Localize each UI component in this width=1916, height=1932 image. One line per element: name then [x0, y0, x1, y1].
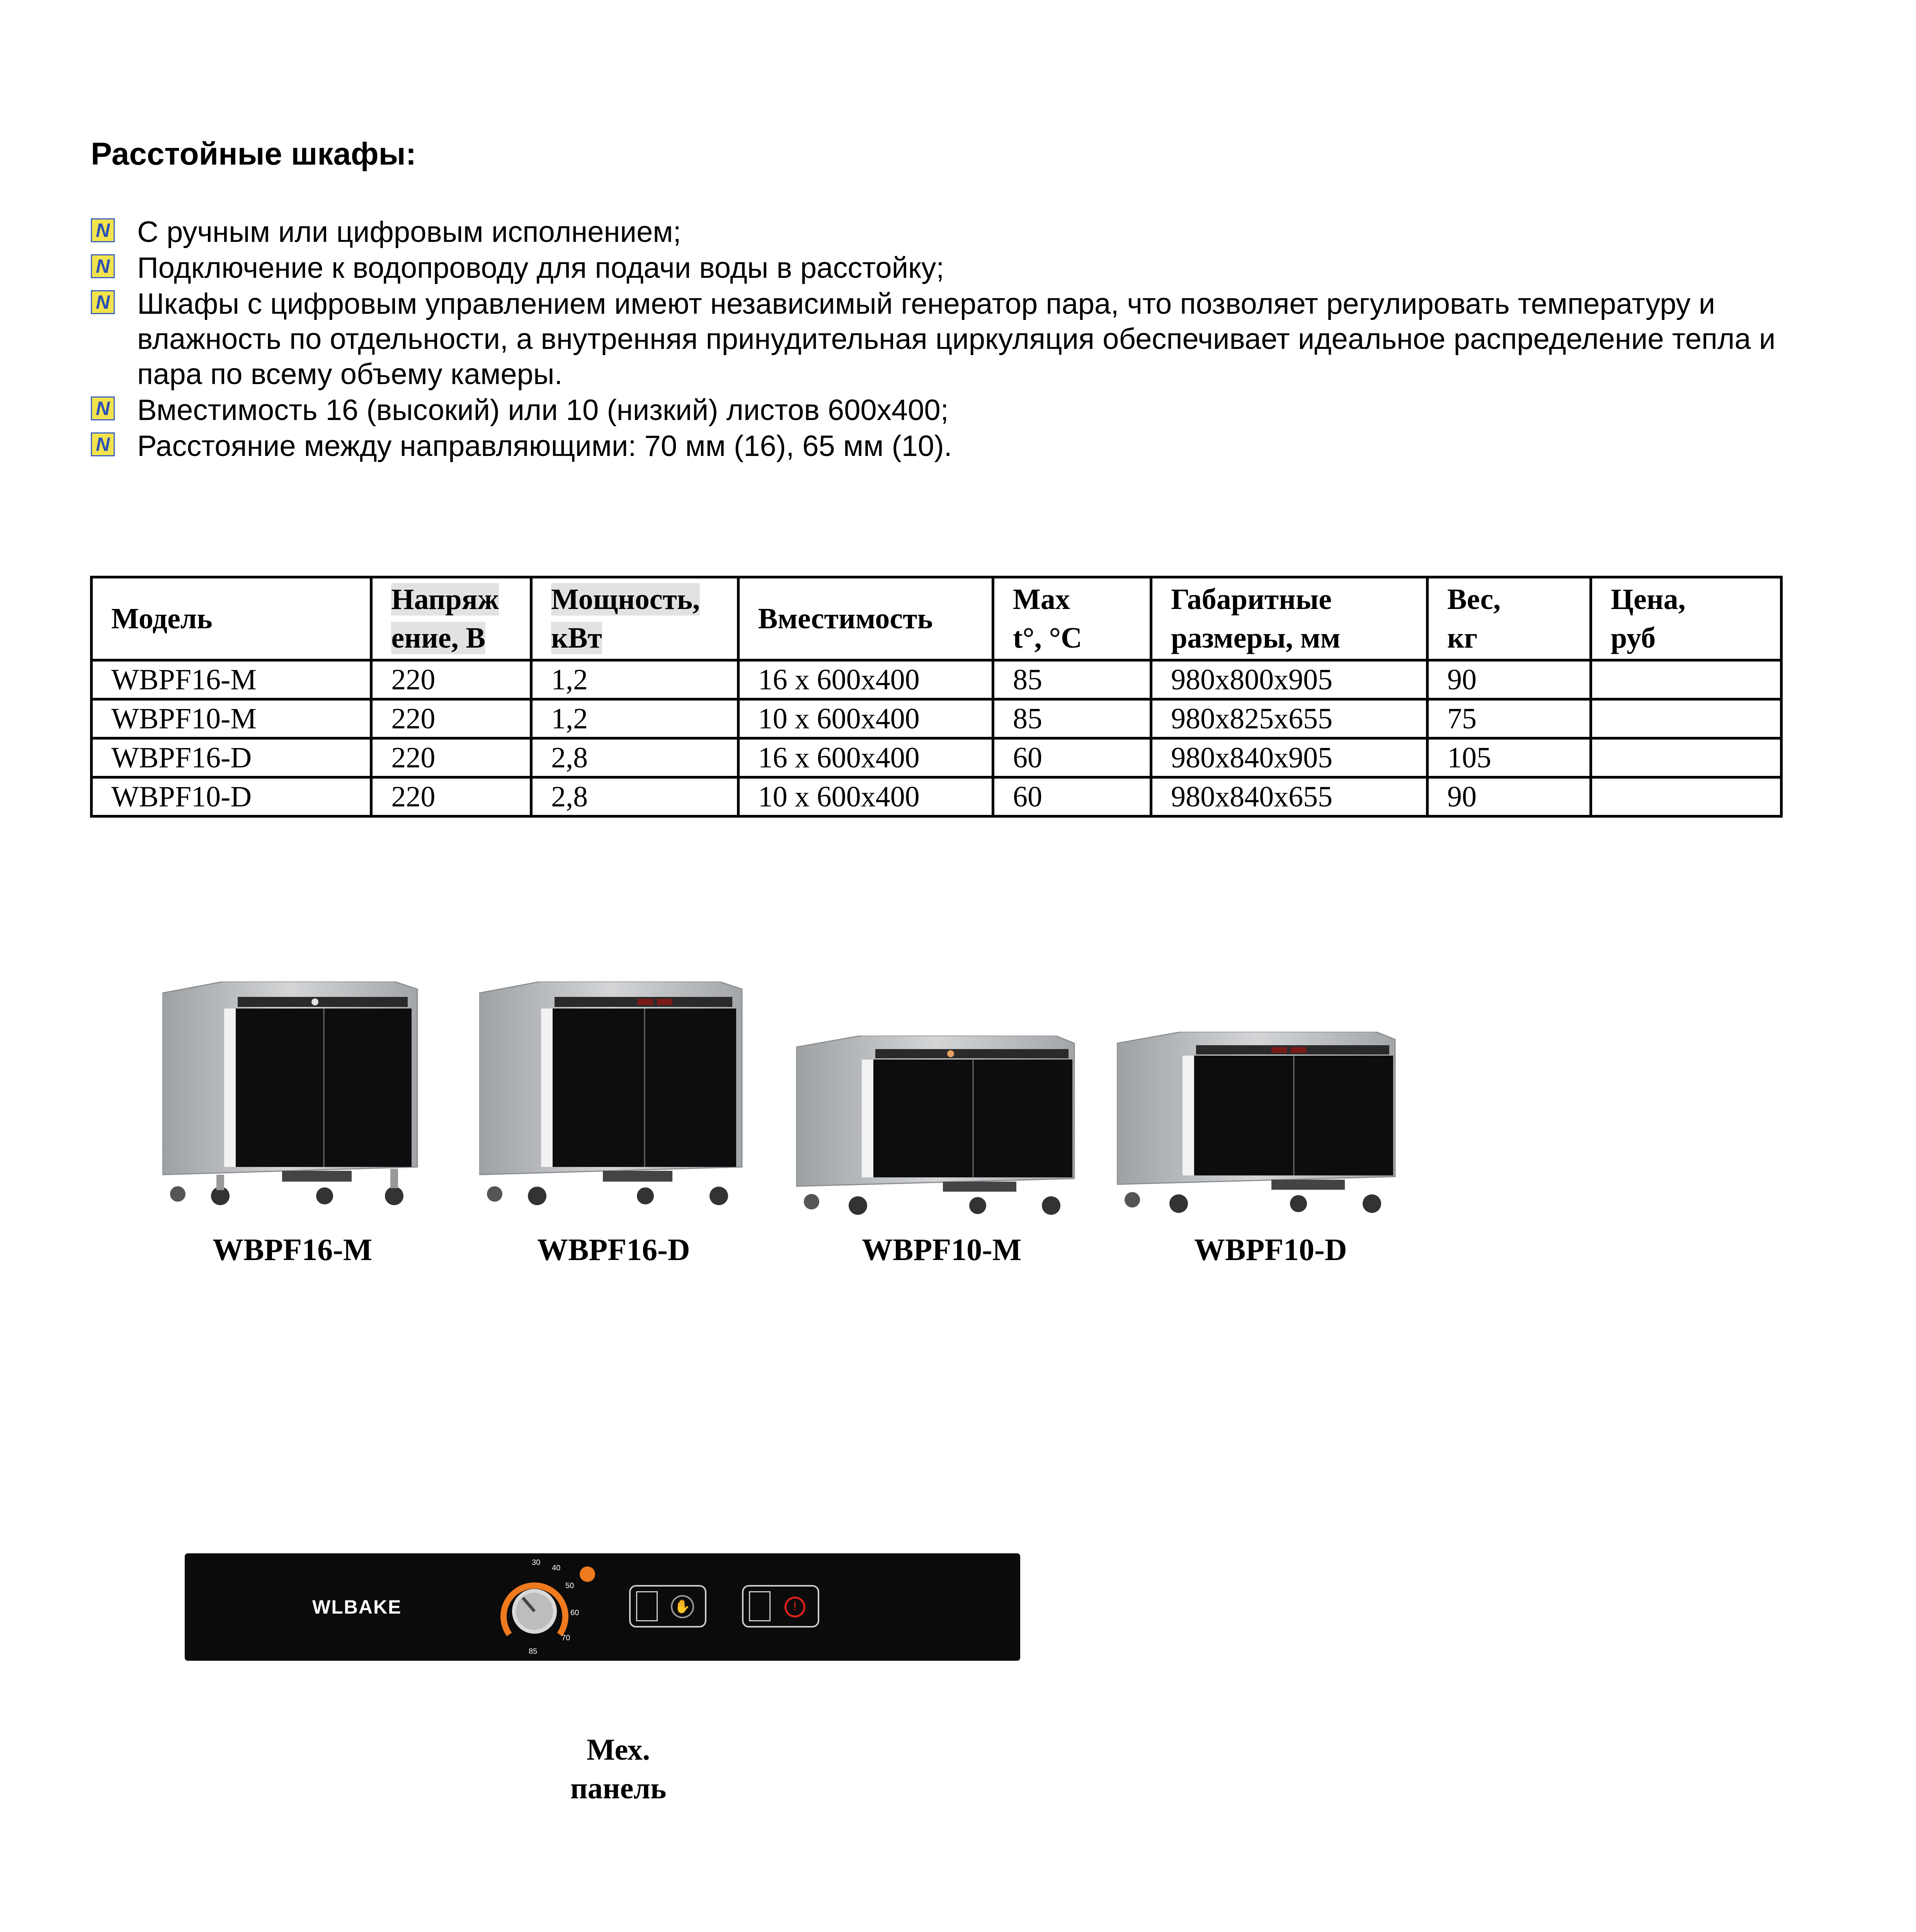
feature-item: N С ручным или цифровым исполнением;: [91, 214, 1830, 250]
table-cell: 16 х 600х400: [738, 660, 993, 699]
table-cell: WBPF10-D: [92, 777, 371, 816]
table-cell: [1591, 777, 1782, 816]
dial-tick: 85: [529, 1647, 538, 1656]
table-cell: 980х800х905: [1151, 660, 1428, 699]
page-title: Расстойные шкафы:: [91, 136, 417, 172]
mech-control-panel: [185, 1553, 1020, 1661]
dial-tick: 70: [562, 1634, 570, 1642]
n-letter-bullet-icon: N: [91, 254, 115, 278]
dial-tick: 40: [552, 1564, 561, 1572]
brand-logo: WLBAKE: [312, 1596, 402, 1618]
table-cell: 1,2: [531, 699, 738, 738]
table-cell: 980х825х655: [1151, 699, 1428, 738]
product-label: WBPF10-D: [1194, 1233, 1347, 1267]
header-capacity: Вместимость: [738, 577, 993, 660]
table-cell: 16 х 600х400: [738, 738, 993, 777]
table-cell: 105: [1428, 738, 1591, 777]
dial-tick: 50: [565, 1582, 574, 1590]
table-cell: [1591, 738, 1782, 777]
n-letter-bullet-icon: N: [91, 432, 115, 456]
product-label: WBPF16-M: [213, 1233, 373, 1267]
header-max-temp: Max t°, °C: [993, 577, 1151, 660]
table-cell: 10 х 600х400: [738, 699, 993, 738]
table-row: [92, 777, 1782, 816]
table-cell: [1591, 660, 1782, 699]
table-cell: 2,8: [531, 738, 738, 777]
table-cell: 980х840х655: [1151, 777, 1428, 816]
table-cell: 220: [371, 738, 531, 777]
feature-item: N Расстояние между направляющими: 70 мм (16), 65 мм (10).: [91, 429, 1830, 464]
table-cell: 220: [371, 777, 531, 816]
header-weight: Вес, кг: [1428, 577, 1591, 660]
table-row: [92, 738, 1782, 777]
indicator-lamp: [580, 1566, 595, 1582]
table-cell: WBPF16-D: [92, 738, 371, 777]
table-cell: 85: [993, 660, 1151, 699]
feature-item: N Шкафы с цифровым управлением имеют независимый генератор пара, что позволяет регулировать температуру и влажность по отдельности, а внутренняя принудительная циркуляция обеспечивает идеальное распределение тепла и пара по всему объему камеры.: [91, 286, 1830, 392]
table-cell: 60: [993, 738, 1151, 777]
table-cell: 220: [371, 699, 531, 738]
table-cell: 980х840х905: [1151, 738, 1428, 777]
spec-table: [90, 576, 1783, 818]
cabinet-wbpf10-d-image: [1117, 1032, 1403, 1217]
table-cell: 1,2: [531, 660, 738, 699]
feature-item: N Вместимость 16 (высокий) или 10 (низкий) листов 600х400;: [91, 393, 1830, 428]
header-voltage: Напряж ение, В: [371, 577, 531, 660]
cabinet-wbpf16-d-image: [479, 981, 750, 1209]
n-letter-bullet-icon: N: [91, 290, 115, 314]
table-cell: WBPF16-M: [92, 660, 371, 699]
table-cell: 10 х 600х400: [738, 777, 993, 816]
table-row: [92, 660, 1782, 699]
table-cell: 90: [1428, 660, 1591, 699]
dial-tick: 60: [570, 1609, 579, 1617]
table-row: [92, 699, 1782, 738]
header-model: Модель: [92, 577, 371, 660]
header-price: Цена, руб: [1591, 577, 1782, 660]
feature-item: N Подключение к водопроводу для подачи воды в расстойку;: [91, 250, 1830, 286]
humidity-switch[interactable]: [629, 1585, 706, 1628]
n-letter-bullet-icon: N: [91, 218, 115, 242]
feature-list: [91, 214, 1830, 464]
table-cell: [1591, 699, 1782, 738]
product-label: WBPF16-D: [537, 1233, 690, 1267]
n-letter-bullet-icon: N: [91, 396, 115, 420]
table-cell: 75: [1428, 699, 1591, 738]
mech-panel-caption: Мех. панель: [570, 1733, 667, 1805]
table-cell: 2,8: [531, 777, 738, 816]
table-cell: 90: [1428, 777, 1591, 816]
table-cell: 85: [993, 699, 1151, 738]
temperature-dial-icon[interactable]: [482, 1557, 583, 1658]
header-dimensions: Габаритные размеры, мм: [1151, 577, 1428, 660]
table-cell: 60: [993, 777, 1151, 816]
cabinet-wbpf16-m-image: [162, 981, 425, 1209]
power-switch[interactable]: [742, 1585, 819, 1628]
dial-tick: 30: [532, 1558, 541, 1567]
power-icon: !: [784, 1597, 805, 1617]
humidity-hand-icon: ✋: [671, 1595, 694, 1618]
cabinet-wbpf10-m-image: [796, 1036, 1082, 1217]
table-cell: WBPF10-M: [92, 699, 371, 738]
table-cell: 220: [371, 660, 531, 699]
product-label: WBPF10-M: [862, 1233, 1022, 1267]
table-header-row: [92, 577, 1782, 660]
header-power: Мощность, кВт: [531, 577, 738, 660]
